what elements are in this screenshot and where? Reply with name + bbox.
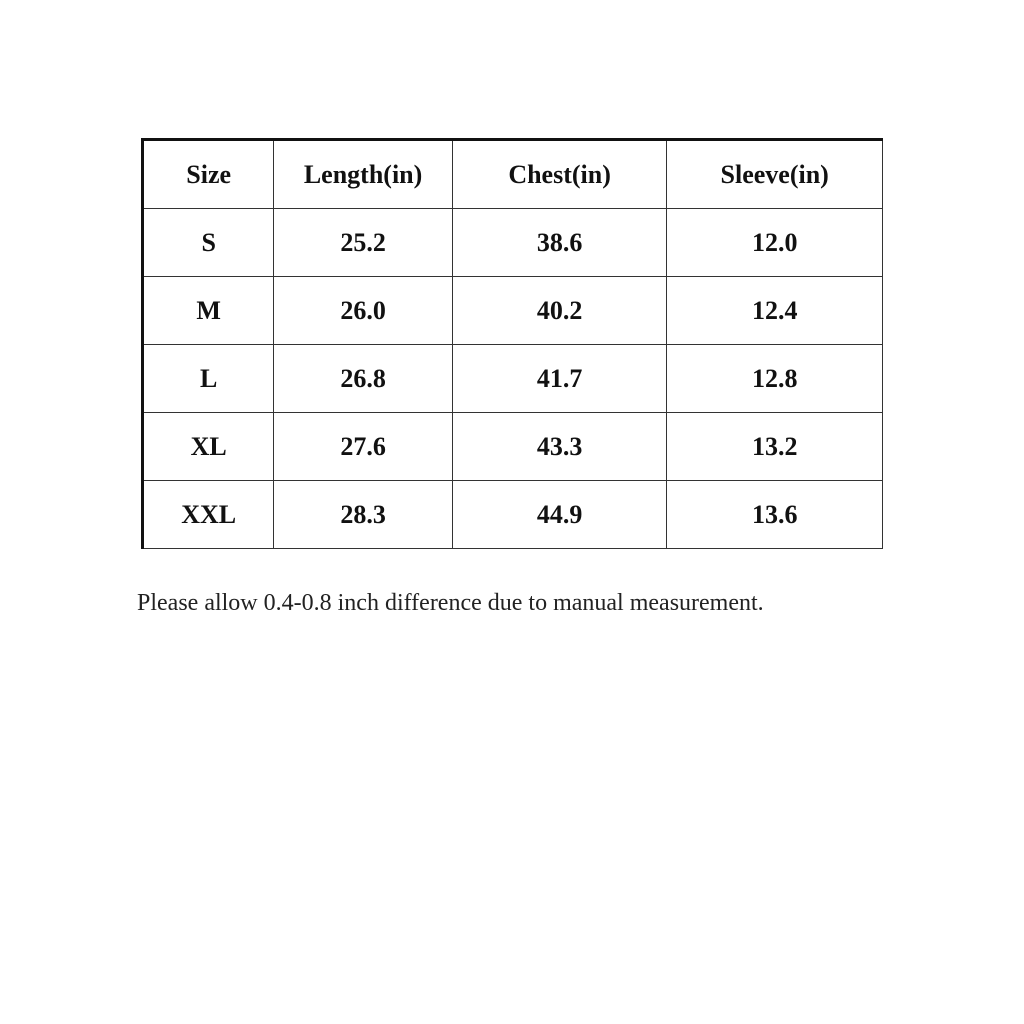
header-length: Length(in) (274, 140, 452, 209)
header-size: Size (143, 140, 274, 209)
cell-length: 26.8 (274, 345, 452, 413)
table-header-row (143, 140, 883, 209)
cell-size: L (143, 345, 274, 413)
cell-length: 27.6 (274, 413, 452, 481)
cell-chest: 44.9 (452, 481, 667, 549)
cell-sleeve: 13.6 (667, 481, 883, 549)
cell-size: M (143, 277, 274, 345)
cell-chest: 40.2 (452, 277, 667, 345)
table-row (143, 345, 883, 413)
header-chest: Chest(in) (452, 140, 667, 209)
table-row (143, 277, 883, 345)
cell-sleeve: 12.8 (667, 345, 883, 413)
cell-length: 26.0 (274, 277, 452, 345)
cell-chest: 38.6 (452, 209, 667, 277)
cell-sleeve: 12.4 (667, 277, 883, 345)
cell-size: XL (143, 413, 274, 481)
table-row (143, 481, 883, 549)
cell-length: 25.2 (274, 209, 452, 277)
table-row (143, 209, 883, 277)
table-row (143, 413, 883, 481)
cell-sleeve: 12.0 (667, 209, 883, 277)
size-chart-table (141, 138, 883, 549)
header-sleeve: Sleeve(in) (667, 140, 883, 209)
cell-chest: 43.3 (452, 413, 667, 481)
cell-size: XXL (143, 481, 274, 549)
cell-sleeve: 13.2 (667, 413, 883, 481)
cell-size: S (143, 209, 274, 277)
measurement-note: Please allow 0.4-0.8 inch difference due to manual measurement. (137, 590, 764, 616)
cell-chest: 41.7 (452, 345, 667, 413)
cell-length: 28.3 (274, 481, 452, 549)
